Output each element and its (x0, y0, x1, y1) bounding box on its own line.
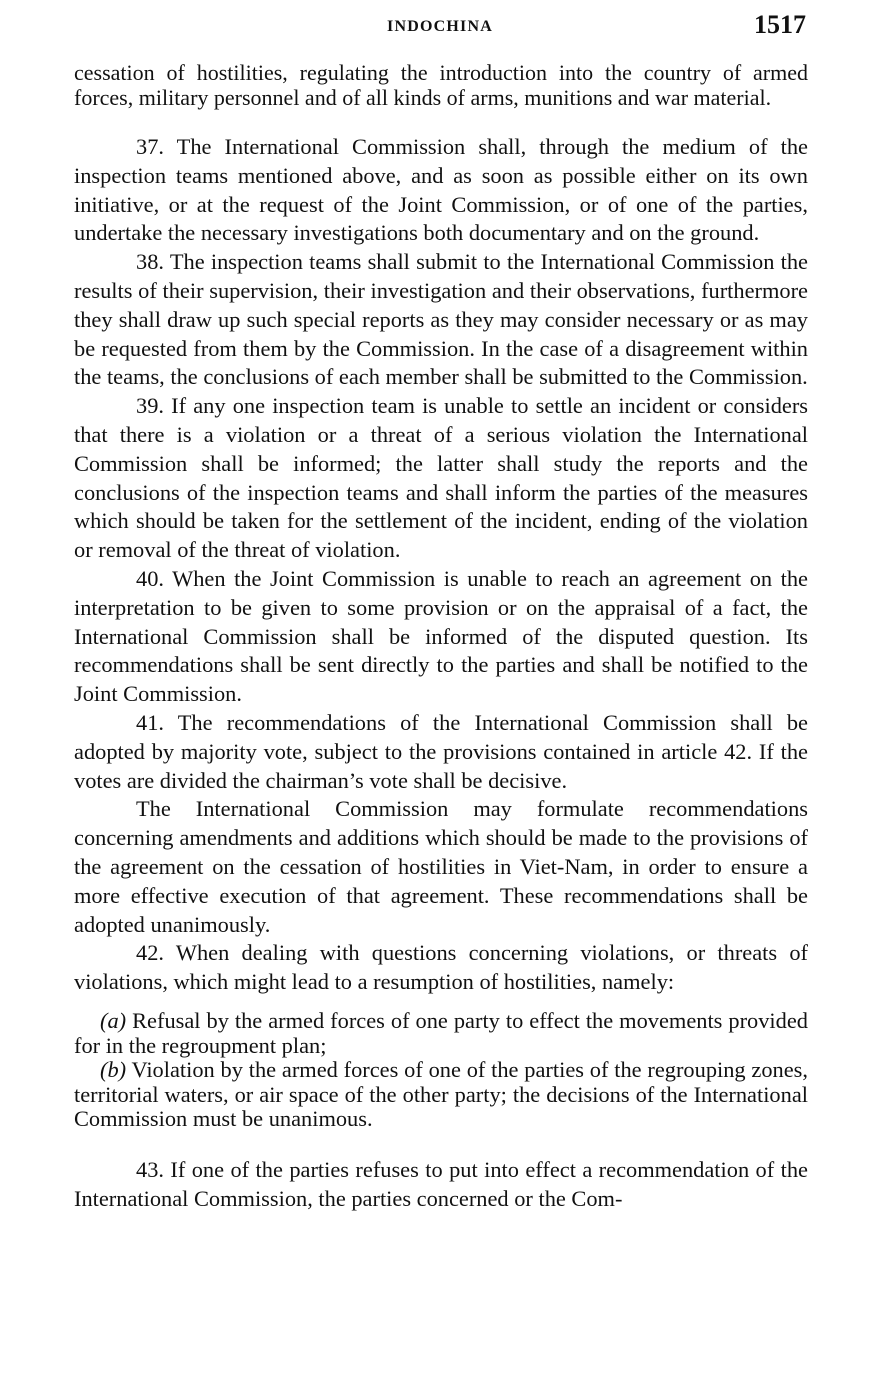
article-41: 41. The recommendations of the International Commission shall be adopted by majority vote, subject to the provisions contained in article 42. If the votes are divided the chairman’s vote shall be decisive. (74, 709, 808, 793)
page-header (0, 8, 880, 44)
item-label: (a) (100, 1007, 127, 1033)
article-40: 40. When the Joint Commission is unable to reach an agreement on the interpretation to be given to some provision or on the appraisal of a fact, the International Commission shall be informed of the disputed question. Its recommendations shall be sent directly to the parties and shall be notified to the Joint Commission. (74, 565, 808, 707)
article-39: 39. If any one inspection team is unable to settle an incident or considers that there is a violation or a threat of a serious violation the International Commission shall be informed; the latter shall study the reports and the conclusions of the inspection teams and shall inform the parties of the measures which should be taken for the settlement of the incident, ending of the violation or removal of the threat of violation. (74, 393, 808, 563)
page-number: 1517 (754, 10, 806, 39)
item-text: Refusal by the armed forces of one party to effect the movements provided for in the regroupment plan; (74, 1007, 808, 1058)
running-head: INDOCHINA (387, 18, 493, 35)
article-42: 42. When dealing with questions concerning violations, or threats of violations, which might lead to a resumption of hostilities, namely: (74, 940, 808, 995)
article-41-continuation: The International Commission may formulate recommendations concerning amendments and additions which should be made to the provisions of the agreement on the cessation of hostilities in Viet-Nam, in order to ensure a more effective execution of that agreement. These recommendations shall be adopted unanimously. (74, 796, 808, 937)
article-42-item-a (74, 1009, 808, 1058)
article-43: 43. If one of the parties refuses to put into effect a recommendation of the International Commission, the parties concerned or the Com- (74, 1156, 808, 1211)
article-42-item-b (74, 1058, 808, 1132)
item-label: (b) (100, 1057, 127, 1083)
intro-paragraph: cessation of hostilities, regulating the introduction into the country of armed forces, military personnel and of all kinds of arms, munitions and war material. (74, 60, 808, 110)
article-38: 38. The inspection teams shall submit to the International Commission the results of their supervision, their investigation and their observations, furthermore they shall draw up such special reports as they may consider necessary or as may be requested from them by the Commission. In the case of a disagreement within the teams, the conclusions of each member shall be submitted to the Commission. (74, 249, 808, 390)
article-37: 37. The International Commission shall, through the medium of the inspection teams mentioned above, and as soon as possible either on its own initiative, or at the request of the Joint Commission, or of one of the parties, undertake the necessary investigations both documentary and on the ground. (74, 134, 808, 246)
item-text: Violation by the armed forces of one of the parties of the regrouping zones, territorial waters, or air space of the other party; the decisions of the International Commission must be unanimous. (74, 1057, 808, 1132)
page-body (74, 60, 808, 1213)
